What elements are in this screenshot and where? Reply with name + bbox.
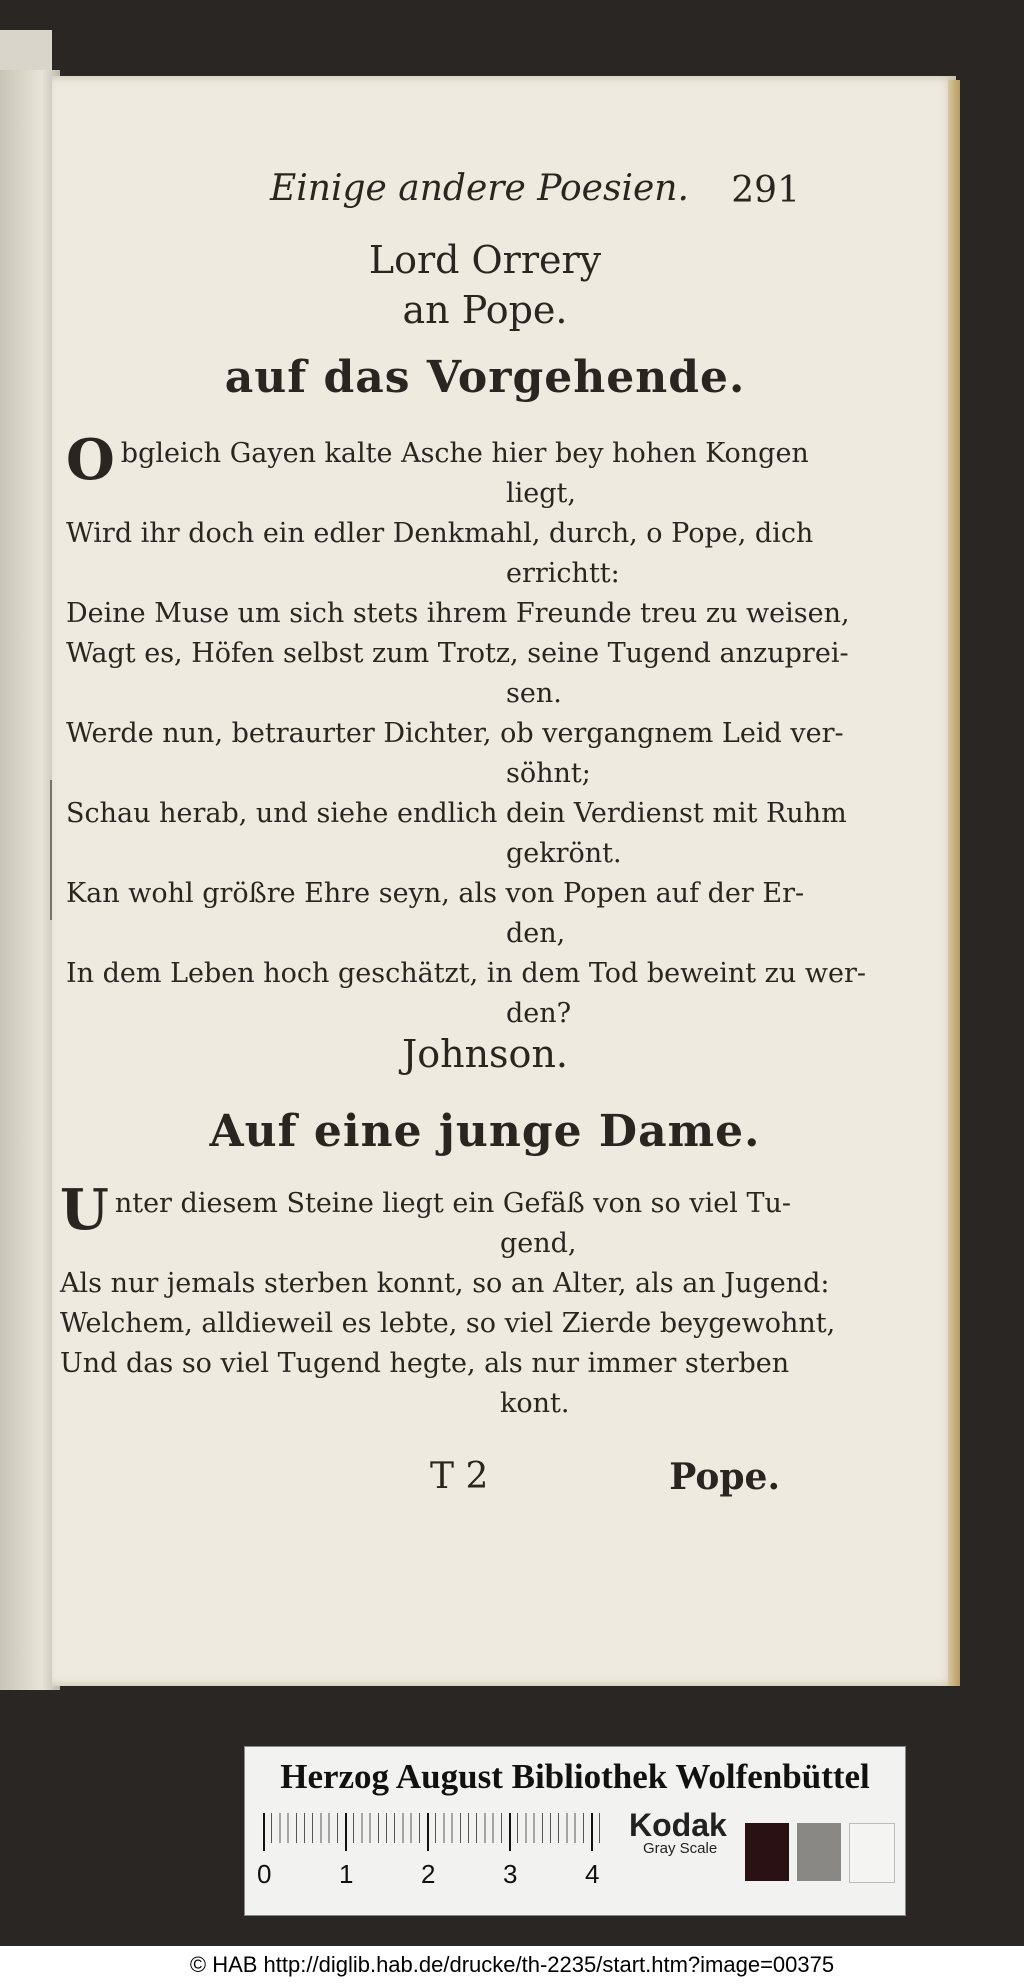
poem-line-text: bgleich Gayen kalte Asche hier bey hohen Kongen: [120, 438, 809, 469]
poem-line-text: Werde nun, betraurter Dichter, ob vergangnem Leid ver-: [66, 718, 844, 749]
poem-line-continuation: sen.: [506, 678, 562, 709]
poem-line-text: Schau herab, und siehe endlich dein Verdienst mit Ruhm: [66, 798, 847, 829]
poem-line-continuation: gekrönt.: [506, 838, 622, 869]
poem-line: [66, 954, 866, 994]
swatch-gray: [797, 1823, 841, 1881]
poem-line: [60, 1344, 790, 1384]
section1-recipient: an Pope.: [402, 288, 568, 332]
poem-line-continuation: kont.: [500, 1388, 570, 1419]
poem-2: [60, 1177, 836, 1424]
brand-name: Kodak: [629, 1807, 727, 1843]
poem-line-continuation: söhnt;: [506, 758, 591, 789]
poem-line-text: Und das so viel Tugend hegte, als nur immer sterben: [60, 1348, 790, 1379]
running-title: Einige andere Poesien.: [270, 168, 689, 209]
poem-1: [66, 427, 866, 1034]
color-card: [244, 1746, 906, 1916]
section1-title: auf das Vorgehende.: [224, 352, 746, 403]
kodak-brand: [629, 1807, 749, 1857]
page-footer: [420, 1456, 780, 1506]
poem-line: [66, 714, 844, 754]
poem-line: [60, 1264, 830, 1304]
poem-line-continuation: liegt,: [506, 478, 576, 509]
ruler-number: 0: [257, 1859, 272, 1889]
catchword: Pope.: [669, 1456, 780, 1498]
drop-cap: U: [60, 1177, 109, 1243]
poem-line-text: Deine Muse um sich stets ihrem Freunde treu zu weisen,: [66, 598, 850, 629]
ruler-number: 3: [503, 1859, 518, 1889]
poem-line: [66, 794, 847, 834]
section2-title: Auf eine junge Dame.: [209, 1106, 761, 1157]
poem-line: [66, 874, 805, 914]
copyright-caption: © HAB http://diglib.hab.de/drucke/th-2235/start.htm?image=00375: [0, 1946, 1024, 1984]
poem-line-text: Kan wohl größre Ehre seyn, als von Popen auf der Er-: [66, 878, 805, 909]
poem-line: [66, 427, 809, 493]
poem-line: [60, 1304, 836, 1344]
poem-line: [60, 1177, 791, 1243]
ruler-numbers: [245, 1819, 605, 1889]
ruler-number: 4: [585, 1859, 600, 1889]
running-header: [270, 168, 810, 218]
section1-author: Lord Orrery: [368, 238, 602, 282]
poem-line: [66, 514, 814, 554]
swatch-black: [745, 1823, 789, 1881]
signature-mark: T 2: [430, 1456, 489, 1497]
poem-line-continuation: errichtt:: [506, 558, 620, 589]
poem-line-continuation: den?: [506, 998, 572, 1029]
poem-line: [66, 634, 849, 674]
card-title: Herzog August Bibliothek Wolfenbüttel: [280, 1757, 870, 1796]
poem-line-text: Als nur jemals sterben konnt, so an Alter, als an Jugend:: [60, 1268, 830, 1299]
page-number: 291: [731, 170, 800, 211]
poem-line-text: Wird ihr doch ein edler Denkmahl, durch, o Pope, dich: [66, 518, 814, 549]
poem-line-text: Wagt es, Höfen selbst zum Trotz, seine Tugend anzuprei-: [66, 638, 849, 669]
page-edge: [948, 80, 960, 1686]
poem-line-text: Welchem, alldieweil es lebte, so viel Zierde beygewohnt,: [60, 1308, 836, 1339]
ruler-number: 1: [339, 1859, 354, 1889]
poem-line-text: nter diesem Steine liegt ein Gefäß von so viel Tu-: [114, 1188, 791, 1219]
swatch-white: [849, 1823, 895, 1883]
ruler-number: 2: [421, 1859, 436, 1889]
poem-line-continuation: den,: [506, 918, 566, 949]
brand-sub: Gray Scale: [643, 1840, 718, 1857]
poem-line-continuation: gend,: [500, 1228, 577, 1259]
poem-line-text: In dem Leben hoch geschätzt, in dem Tod beweint zu wer-: [66, 958, 866, 989]
section2-author: Johnson.: [402, 1032, 568, 1076]
poem-line: [66, 594, 850, 634]
drop-cap: O: [66, 427, 115, 493]
margin-line: [50, 780, 52, 920]
